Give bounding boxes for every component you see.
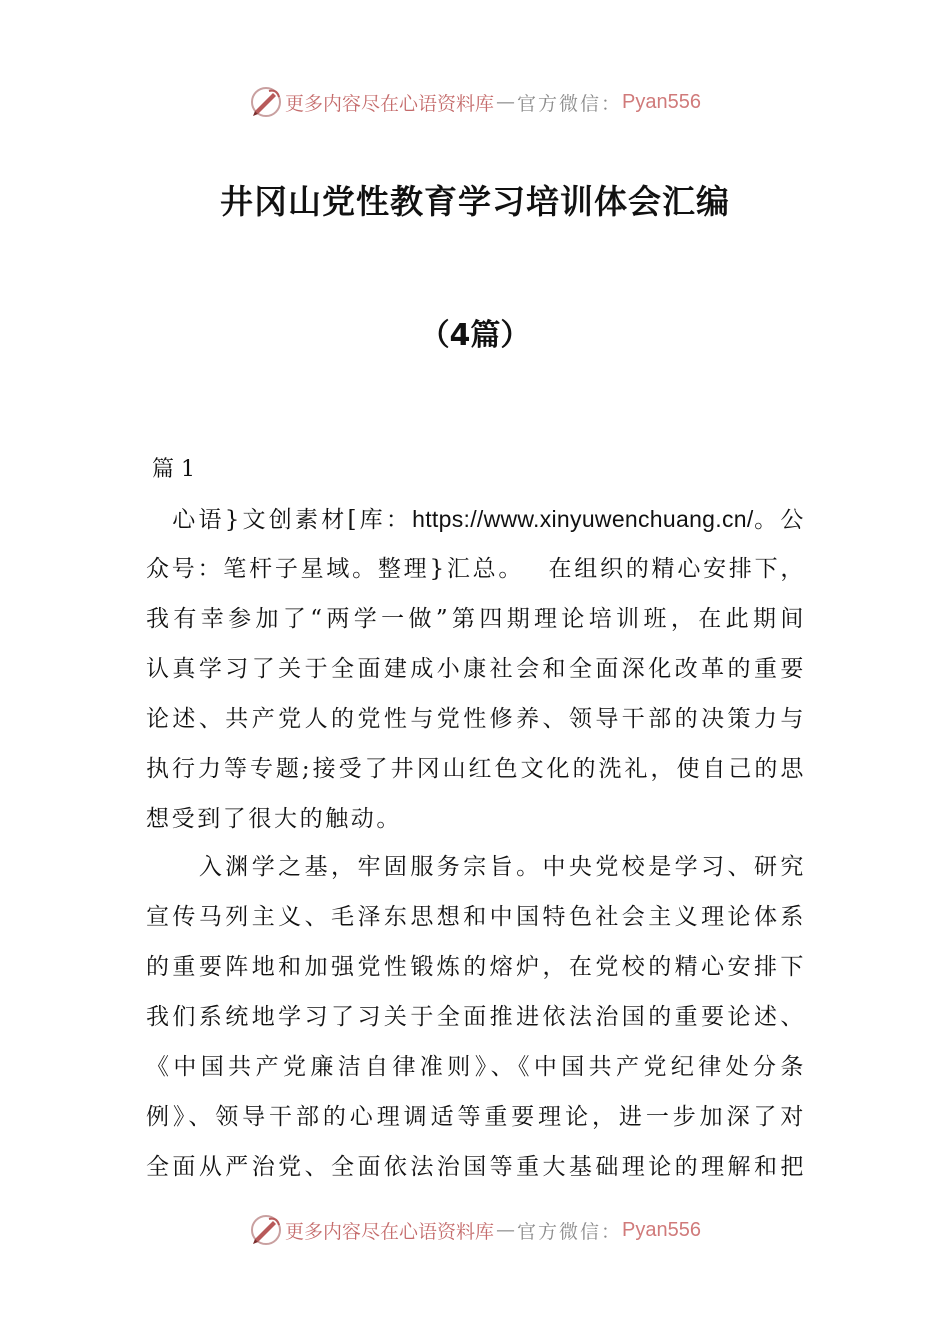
document-subtitle: （4篇） <box>419 318 531 353</box>
header-watermark-banner <box>0 82 950 122</box>
paragraph-line: 的重要阵地和加强党性锻炼的熔炉，在党校的精心安排下 <box>146 954 806 980</box>
pen-logo-icon <box>249 85 283 119</box>
section-label: 篇 1 <box>152 457 195 482</box>
document-title: 井冈山党性教育学习培训体会汇编 <box>220 182 730 221</box>
source-note-tail: 。公 <box>753 507 806 533</box>
paragraph-line: 我有幸参加了“两学一做”第四期理论培训班，在此期间 <box>146 606 806 632</box>
paragraph-line: 想受到了很大的触动。 <box>146 806 402 832</box>
paragraph-line: 我们系统地学习了习关于全面推进依法治国的重要论述、 <box>146 1004 806 1030</box>
banner-dash: — <box>496 91 516 113</box>
source-note: 心语}文创素材[库： <box>172 507 413 533</box>
source-url: https://www.xinyuwenchuang.cn/ <box>412 506 754 532</box>
banner-wechat-label: 官方微信： <box>517 92 623 115</box>
paragraph-line <box>146 494 806 544</box>
banner-brand-text: 更多内容尽在心语资料库 <box>285 92 495 115</box>
paragraph-line: 全面从严治党、全面依法治国等重大基础理论的理解和把 <box>146 1154 806 1180</box>
paragraph-line: 众号：笔杆子星域。整理}汇总。 在组织的精心安排下， <box>146 556 806 582</box>
banner-wechat-handle: Pyan556 <box>622 90 701 113</box>
banner-dash: — <box>496 1219 516 1241</box>
banner-wechat-label: 官方微信： <box>517 1220 623 1243</box>
paragraph-line: 例》、领导干部的心理调适等重要理论，进一步加深了对 <box>146 1104 806 1130</box>
paragraph-line: 论述、共产党人的党性与党性修养、领导干部的决策力与 <box>146 706 806 732</box>
paragraph-line: 入渊学之基，牢固服务宗旨。中央党校是学习、研究 <box>146 854 806 880</box>
pen-logo-icon <box>249 1213 283 1247</box>
paragraph-line: 认真学习了关于全面建成小康社会和全面深化改革的重要 <box>146 656 806 682</box>
banner-wechat-handle: Pyan556 <box>622 1218 701 1241</box>
banner-brand-text: 更多内容尽在心语资料库 <box>285 1220 495 1243</box>
paragraph-line: 宣传马列主义、毛泽东思想和中国特色社会主义理论体系 <box>146 904 806 930</box>
paragraph-2 <box>146 842 806 1192</box>
paragraph-1 <box>146 494 806 844</box>
paragraph-line: 《中国共产党廉洁自律准则》、《中国共产党纪律处分条 <box>146 1054 806 1080</box>
paragraph-line: 执行力等专题;接受了井冈山红色文化的洗礼，使自己的思 <box>146 756 806 782</box>
footer-watermark-banner <box>0 1210 950 1250</box>
